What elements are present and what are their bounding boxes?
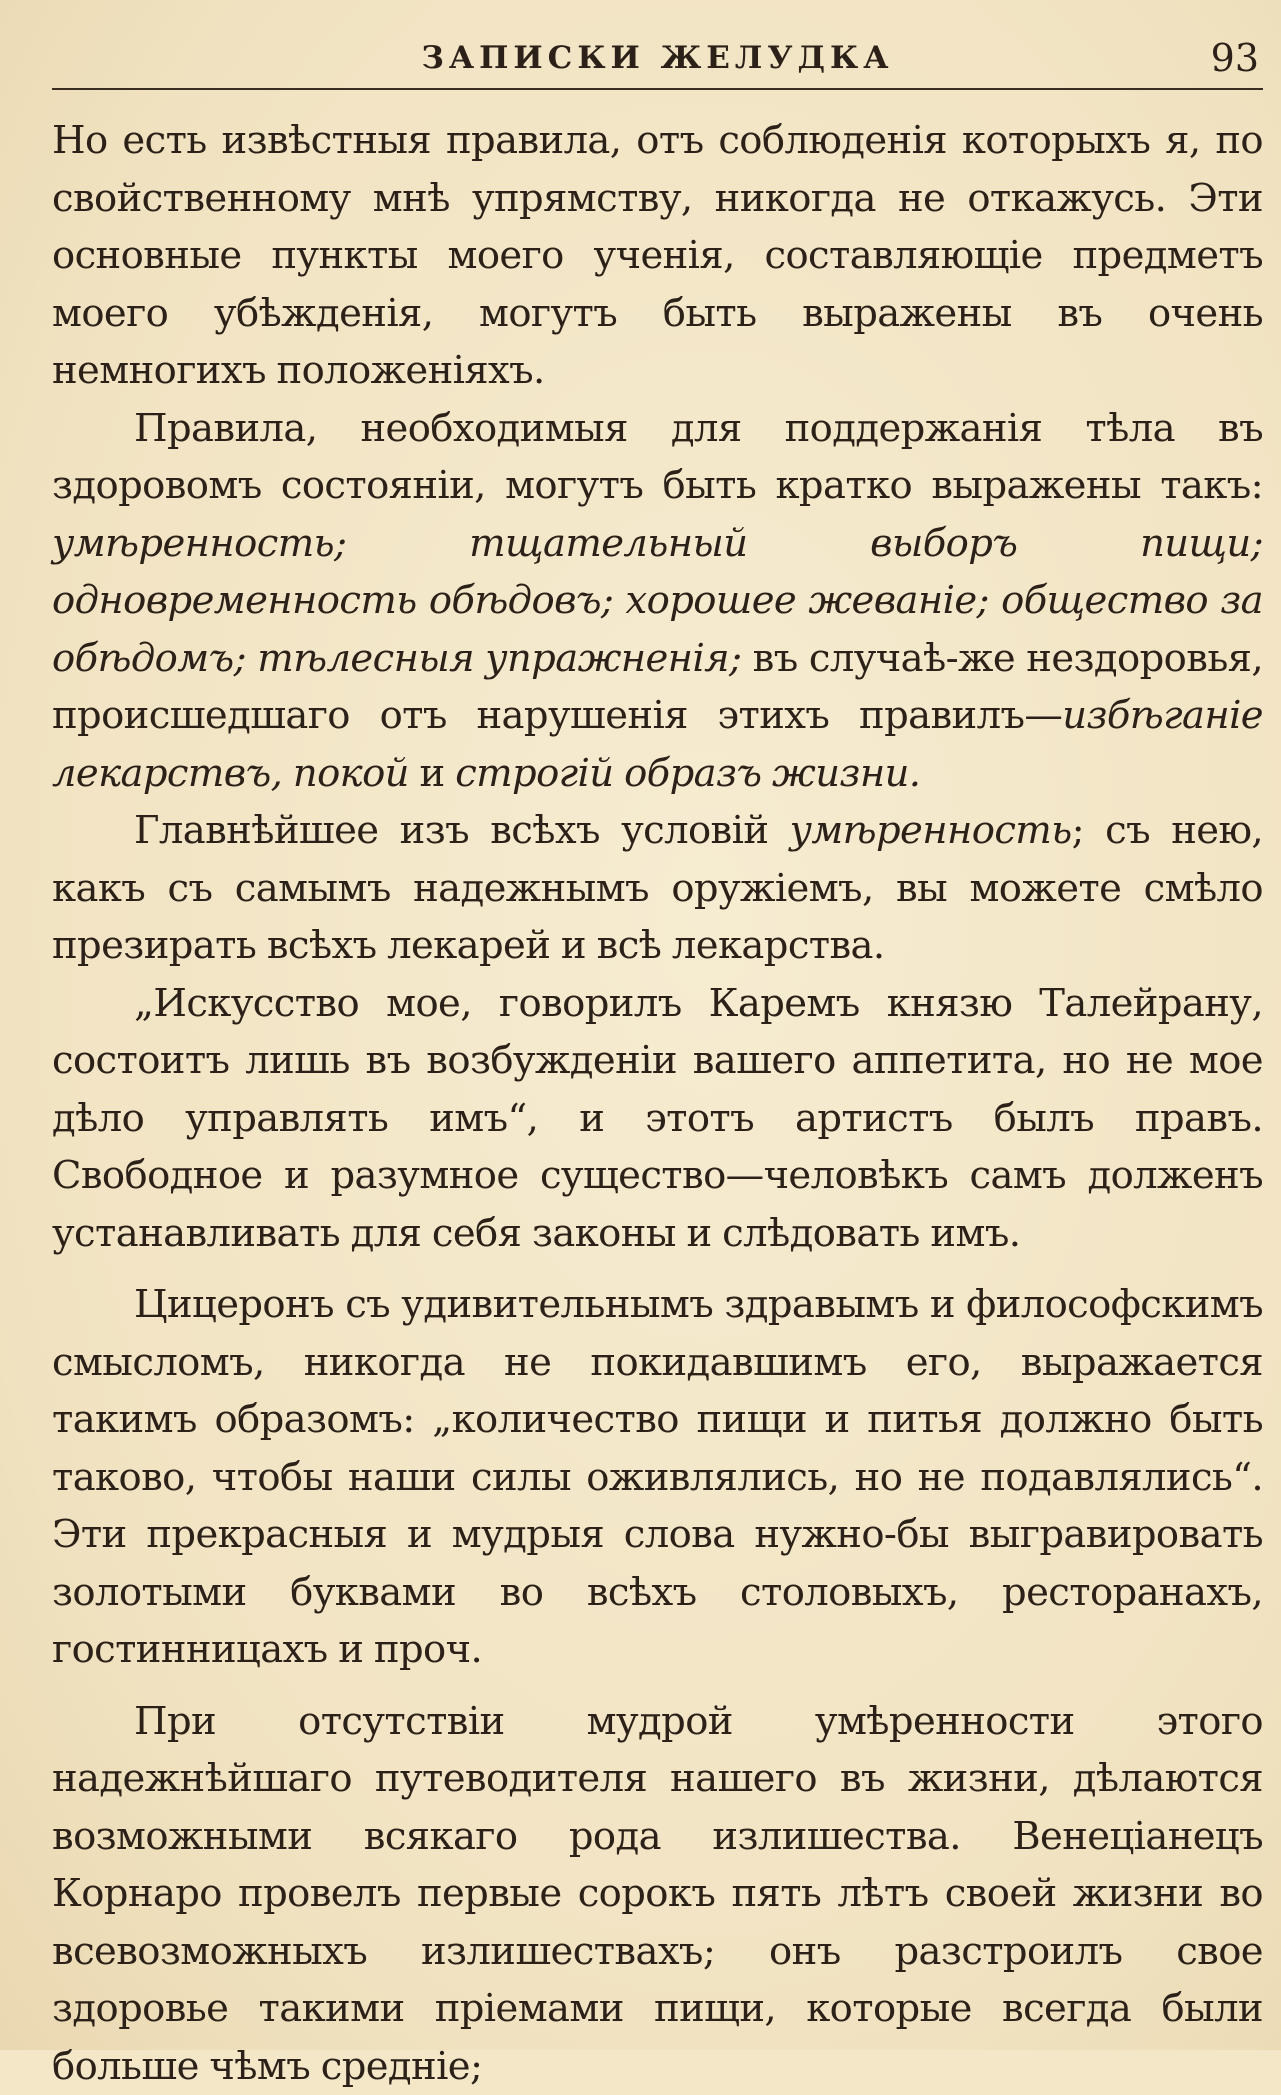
text-span: Цицеронъ съ удивительнымъ здравымъ и философскимъ смысломъ, никогда не покидавшимъ его, выражается такимъ образомъ: „количество пищи и питья должно быть таково, чтобы наши силы оживлялись, но не подавлялись“. Эти прекрасныя и мудрыя слова нужно-бы выгравировать золотыми буквами во всѣхъ столовыхъ, ресторанахъ, гостинницахъ и проч. — [52, 1282, 1263, 1672]
italic-text-span: умѣренность — [790, 808, 1072, 853]
paragraph-1 — [52, 112, 1263, 400]
text-span: и — [409, 751, 455, 796]
paragraph-6 — [52, 1693, 1263, 2095]
running-title: ЗАПИСКИ ЖЕЛУДКА — [52, 40, 1263, 76]
text-span: ; съ нею, какъ съ самымъ надежнымъ оружіемъ, вы можете смѣло презирать всѣхъ лекарей и всѣ лекарства. — [52, 808, 1263, 968]
paragraph-5 — [52, 1276, 1263, 1679]
italic-text-span: избѣганіе лекарствъ, покой — [52, 693, 1263, 796]
page-number: 93 — [1211, 36, 1259, 80]
body-text — [52, 112, 1263, 2095]
paragraph-3 — [52, 802, 1263, 975]
text-span: При отсутствіи мудрой умѣренности этого надежнѣйшаго путеводителя нашего въ жизни, дѣлаются возможными всякаго рода излишества. Венеціанецъ Корнаро провелъ первые сорокъ пять лѣтъ своей жизни во всевозможныхъ излишествахъ; онъ разстроилъ свое здоровье такими пріемами пищи, которые всегда были больше чѣмъ средніе; — [52, 1699, 1263, 2089]
text-span: Правила, необходимыя для поддержанія тѣла въ здоровомъ состояніи, могутъ быть кратко выражены такъ: — [52, 406, 1263, 509]
text-span: Главнѣйшее изъ всѣхъ условій — [134, 808, 790, 853]
paragraph-2 — [52, 400, 1263, 803]
running-header — [52, 36, 1263, 90]
italic-rules-list: умѣренность; тщательный выборъ пищи; одновременность обѣдовъ; хорошее жеваніе; общество за обѣдомъ; тѣлесныя упражненія; — [52, 521, 1263, 681]
paragraph-4 — [52, 975, 1263, 1263]
text-span: Но есть извѣстныя правила, отъ соблюденія которыхъ я, по свойственному мнѣ упрямству, никогда не откажусь. Эти основные пункты моего ученія, составляющіе предметъ моего убѣжденія, могутъ быть выражены въ очень немногихъ положеніяхъ. — [52, 118, 1263, 393]
text-span: „Искусство мое, говорилъ Каремъ князю Талейрану, состоитъ лишь въ возбужденіи вашего аппетита, но не мое дѣло управлять имъ“, и этотъ артистъ былъ правъ. Свободное и разумное существо—человѣкъ самъ долженъ устанавливать для себя законы и слѣдовать имъ. — [52, 981, 1263, 1256]
italic-text-span: строгій образъ жизни. — [455, 751, 920, 796]
text-span: въ случаѣ-же нездоровья, происшедшаго отъ нарушенія этихъ правилъ— — [52, 636, 1263, 739]
